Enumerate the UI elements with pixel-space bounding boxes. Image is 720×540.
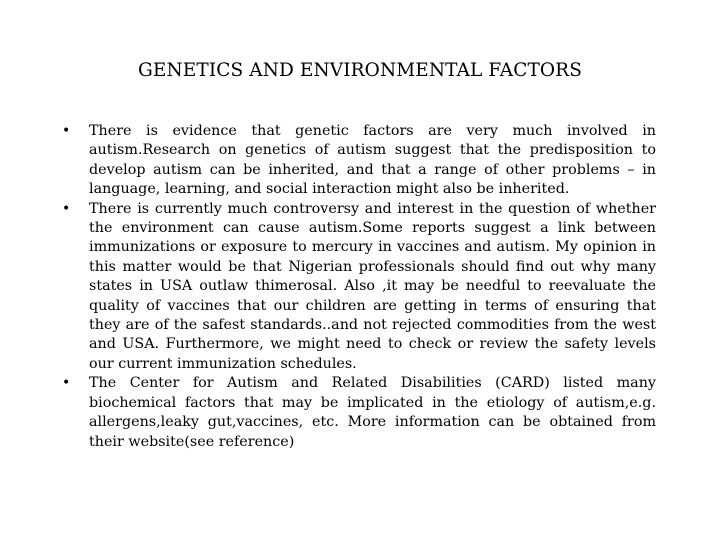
- bullet-item-card: [62, 374, 656, 452]
- bullet-text-card: The Center for Autism and Related Disabilities (CARD) listed many biochemical factors that may be implicated in the etiology of autism,e.g. allergens,leaky gut,vaccines, etc. More information can be obtained from their website(see reference): [89, 375, 656, 450]
- bullet-text-environment: There is currently much controversy and interest in the question of whether the environment can cause autism.Some reports suggest a link between immunizations or exposure to mercury in vaccines and autism. My opinion in this matter would be that Nigerian professionals should find out why many states in USA outlaw thimerosal. Also ,it may be needful to reevaluate the quality of vaccines that our children are getting in terms of ensuring that they are of the safest standards..and not rejected commodities from the west and USA. Furthermore, we might need to check or review the safety levels our current immunization schedules.: [89, 200, 656, 372]
- bullet-dot-icon: •: [62, 123, 71, 139]
- slide-title: GENETICS AND ENVIRONMENTAL FACTORS: [138, 60, 582, 81]
- bullet-text-genetics: There is evidence that genetic factors are very much involved in autism.Research on genetics of autism suggest that the predisposition to develop autism can be inherited, and that a range of other problems – in language, learning, and social interaction might also be inherited.: [89, 123, 656, 198]
- bullet-item-genetics: [62, 122, 656, 200]
- bullet-dot-icon: •: [62, 375, 71, 392]
- bullet-item-environment: [62, 200, 656, 375]
- bullet-list: [62, 122, 656, 452]
- bullet-dot-icon: •: [62, 200, 71, 217]
